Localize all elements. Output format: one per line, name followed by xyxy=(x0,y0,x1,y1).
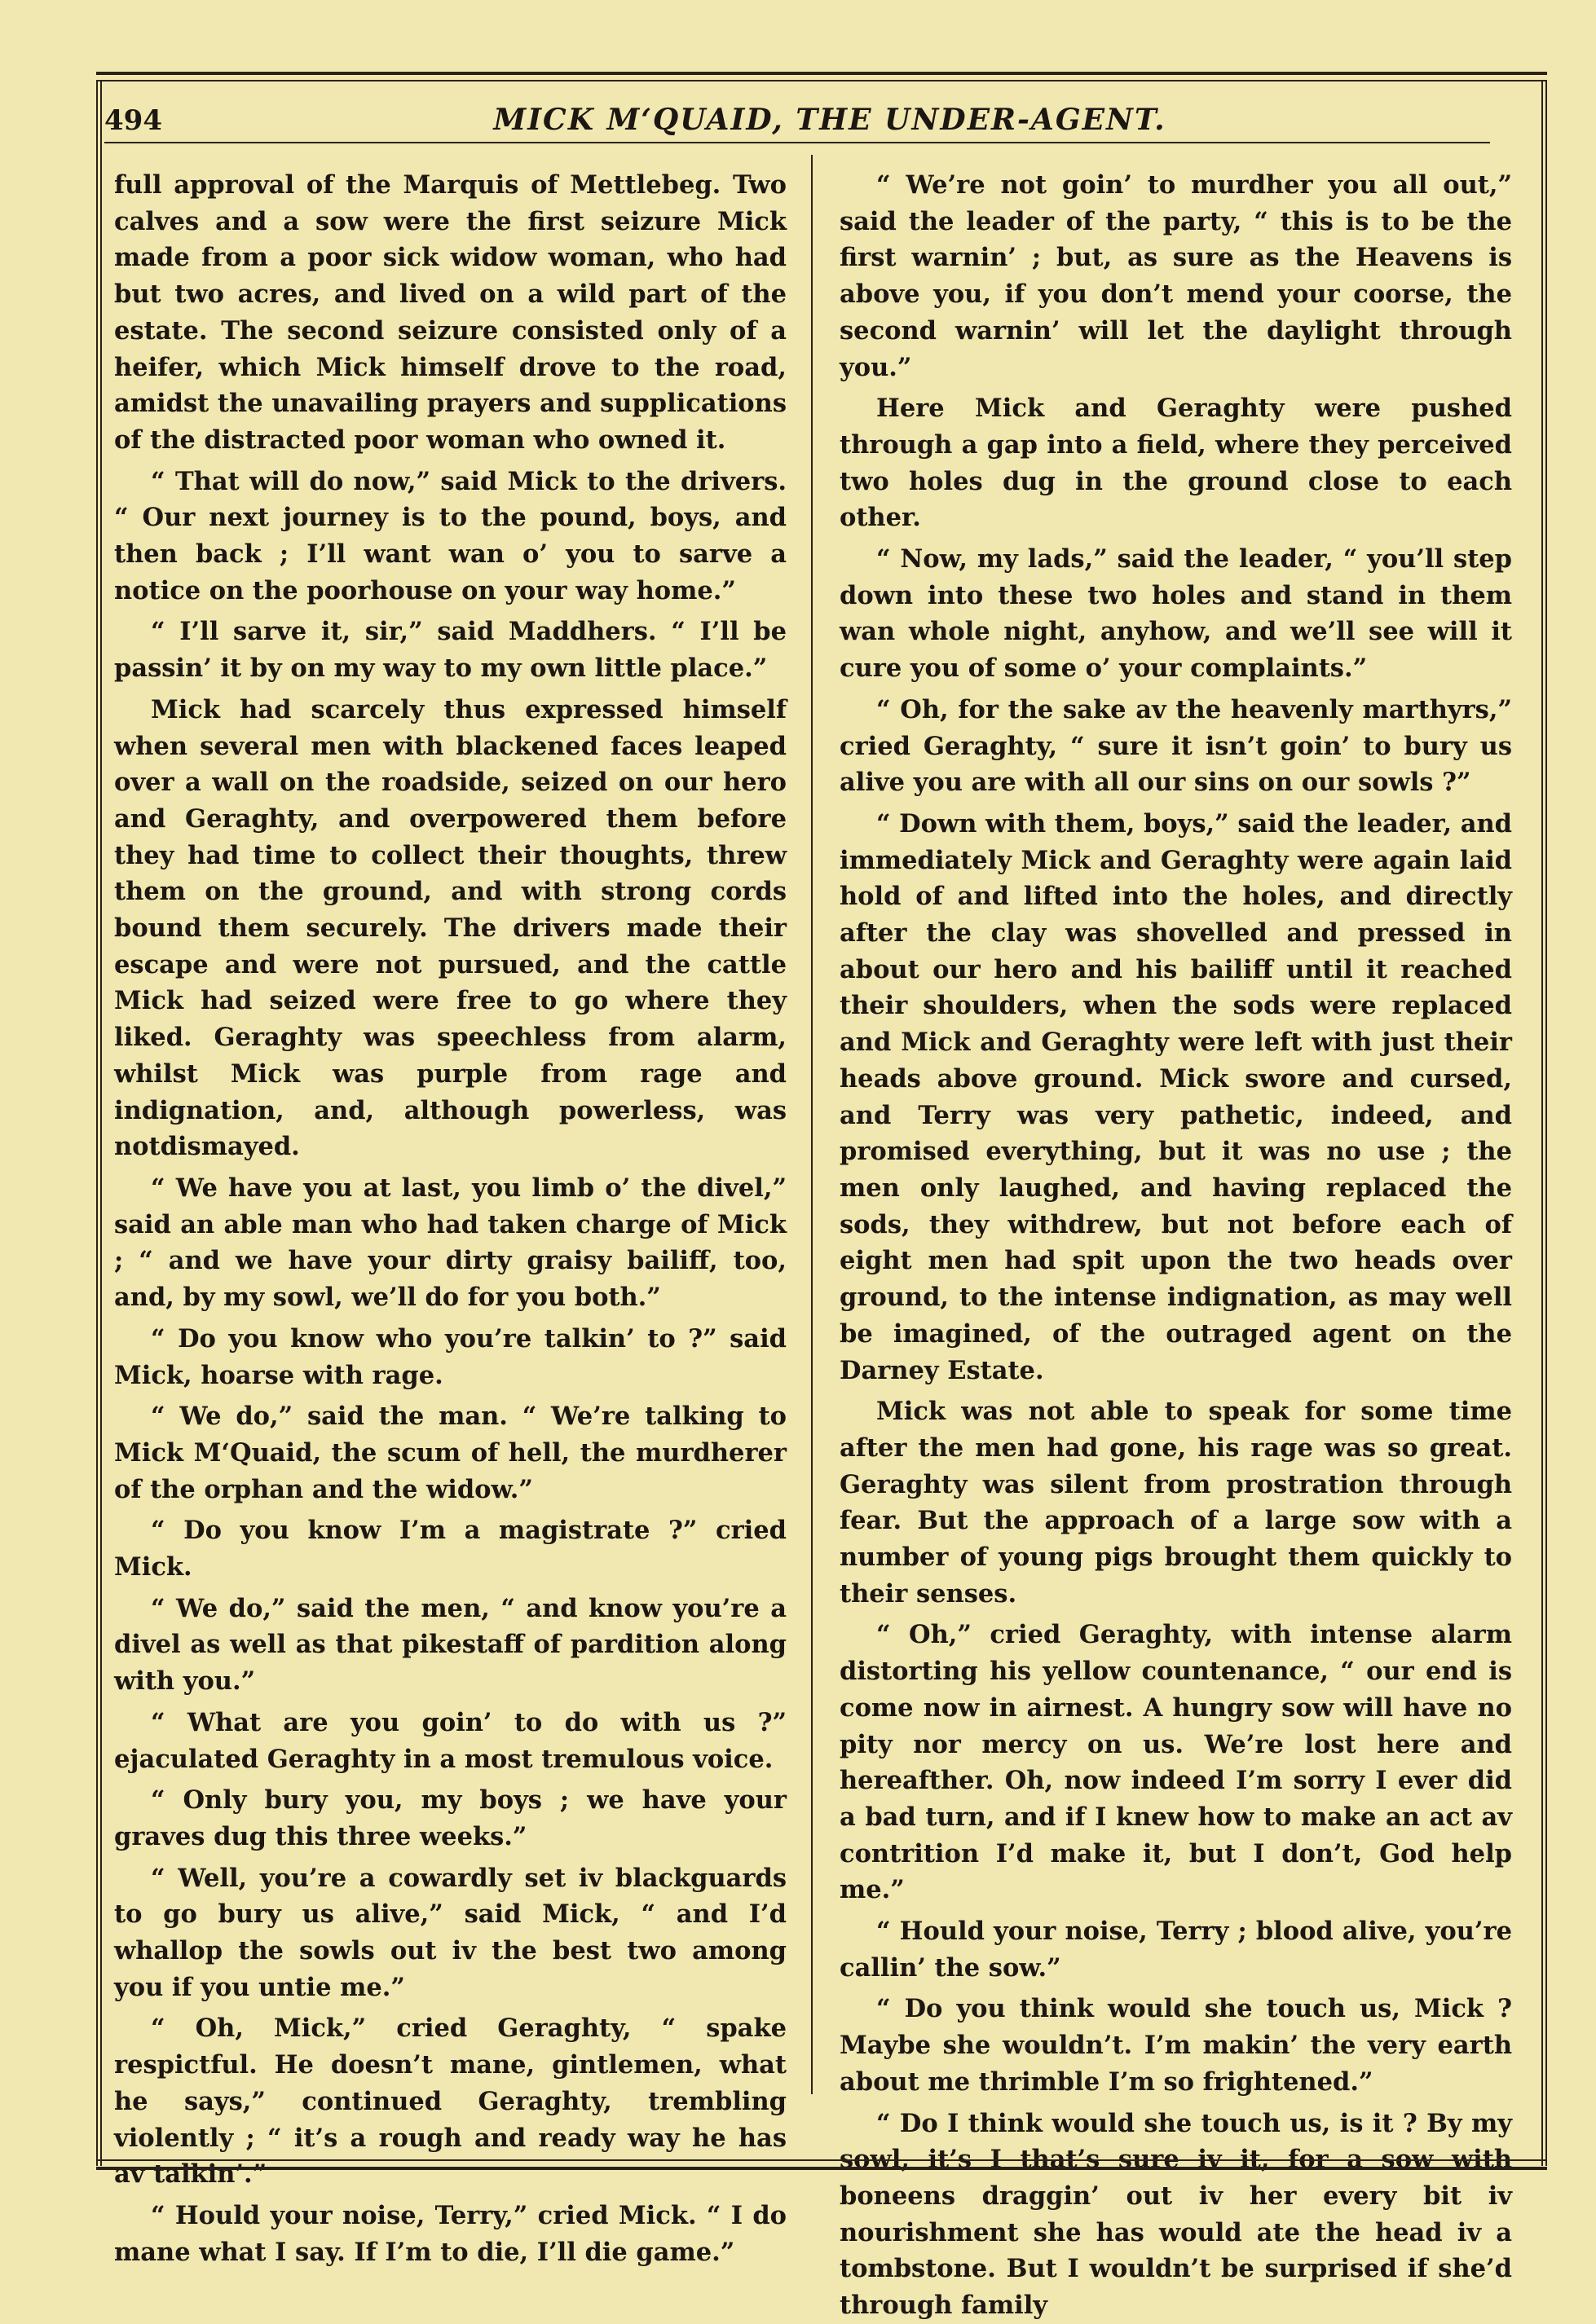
paragraph: “ Do you think would she touch us, Mick ? Maybe she wouldn’t. I’m makin’ the very earth about me thrimble I’m so frightened.” xyxy=(840,1994,1512,2097)
right-column xyxy=(840,167,1512,2321)
bottom-rule xyxy=(96,2159,1547,2170)
paragraph: “ Only bury you, my boys ; we have your graves dug this three weeks.” xyxy=(114,1785,787,1851)
paragraph: “ Oh,” cried Geraghty, with intense alarm distorting his yellow countenance, “ our end is come now in airnest. A hungry sow will have no pity nor mercy on us. We’re lost here and hereafther. Oh, now indeed I’m sorry I ever did a bad turn, and if I knew how to make an act av contrition I’d make it, but I don’t, God help me.” xyxy=(840,1620,1512,1905)
paragraph: “ We do,” said the men, “ and know you’re a divel as well as that pikestaff of pardition along with you.” xyxy=(114,1593,787,1697)
paragraph: “ Hould your noise, Terry,” cried Mick. “ I do mane what I say. If I’m to die, I’ll die game.” xyxy=(114,2200,787,2267)
paragraph: “ Do I think would she touch us, is it ? By my sowl, it’s I that’s sure iv it, for a sow with boneens draggin’ out iv her every bit iv nourishment she has would ate the head iv a tombstone. But I wouldn’t be surprised if she’d through family xyxy=(840,2108,1512,2321)
paragraph: “ I’ll sarve it, sir,” said Maddhers. “ I’ll be passin’ it by on my way to my own little place.” xyxy=(114,617,787,684)
paragraph: “ We have you at last, you limb o’ the divel,” said an able man who had taken charge of Mick ; “ and we have your dirty graisy bailiff, too, and, by my sowl, we’ll do for you both.” xyxy=(114,1173,787,1313)
paragraph: “ Oh, Mick,” cried Geraghty, “ spake respictful. He doesn’t mane, gintlemen, what he says,” continued Geraghty, trembling violently ; “ it’s a rough and ready way he has av talkin’.” xyxy=(114,2014,787,2190)
running-title: MICK M‘QUAID, THE UNDER-AGENT. xyxy=(493,103,1166,137)
column-divider xyxy=(811,155,813,2094)
page-header xyxy=(104,99,1490,143)
paragraph: “ Hould your noise, Terry ; blood alive, you’re callin’ the sow.” xyxy=(840,1917,1512,1983)
paragraph: “ We do,” said the man. “ We’re talking to Mick M‘Quaid, the scum of hell, the murdherer of the orphan and the widow.” xyxy=(114,1402,787,1504)
paragraph: Mick had scarcely thus expressed himself when several men with blackened faces leaped over a wall on the roadside, seized on our hero and Geraghty, and overpowered them before they had time to collect their thoughts, threw them on the ground, and with strong cords bound them securely. The drivers made their escape and were not pursued, and the cattle Mick had seized were free to go where they liked. Geraghty was speechless from alarm, whilst Mick was purple from rage and indignation, and, although powerless, was notdismayed. xyxy=(114,694,787,1162)
left-column xyxy=(114,167,787,2267)
paragraph: “ Do you know I’m a magistrate ?” cried Mick. xyxy=(114,1516,787,1582)
paragraph: “ What are you goin’ to do with us ?” ejaculated Geraghty in a most tremulous voice. xyxy=(114,1707,787,1774)
paragraph: Mick was not able to speak for some time after the men had gone, his rage was so great. Geraghty was silent from prostration through fear. But the approach of a large sow with a number of young pigs brought them quickly to their senses. xyxy=(840,1397,1512,1609)
paragraph: “ Oh, for the sake av the heavenly marthyrs,” cried Geraghty, “ sure it isn’t goin’ to bury us alive you are with all our sins on our sowls ?” xyxy=(840,694,1512,798)
paragraph: “ Now, my lads,” said the leader, “ you’ll step down into these two holes and stand in them wan whole night, anyhow, and we’ll see will it cure you of some o’ your complaints.” xyxy=(840,544,1512,684)
page-number: 494 xyxy=(104,104,162,137)
paragraph: “ Well, you’re a cowardly set iv blackguards to go bury us alive,” said Mick, “ and I’d whallop the sowls out iv the best two among you if you untie me.” xyxy=(114,1863,787,2002)
paragraph: Here Mick and Geraghty were pushed through a gap into a field, where they perceived two holes dug in the ground close to each other. xyxy=(840,394,1512,533)
paragraph: “ Down with them, boys,” said the leader, and immediately Mick and Geraghty were again laid hold of and lifted into the holes, and directly after the clay was shovelled and pressed in about our hero and his bailiff until it reached their shoulders, when the sods were replaced and Mick and Geraghty were left with just their heads above ground. Mick swore and cursed, and Terry was very pathetic, indeed, and promised everything, but it was no use ; the men only laughed, and having replaced the sods, they withdrew, but not before each of eight men had spit upon the two heads over ground, to the intense indignation, as may well be imagined, of the outraged agent on the Darney Estate. xyxy=(840,808,1512,1385)
paragraph: “ We’re not goin’ to murdher you all out,” said the leader of the party, “ this is to be the first warnin’ ; but, as sure as the Heavens is above you, if you don’t mend your coorse, the second warnin’ will let the daylight through you.” xyxy=(840,170,1512,382)
paragraph: full approval of the Marquis of Mettlebeg. Two calves and a sow were the first seizure Mick made from a poor sick widow woman, who had but two acres, and lived on a wild part of the estate. The second seizure consisted only of a heifer, which Mick himself drove to the road, amidst the unavailing prayers and supplications of the distracted poor woman who owned it. xyxy=(114,170,787,455)
paragraph: “ That will do now,” said Mick to the drivers. “ Our next journey is to the pound, boys, and then back ; I’ll want wan o’ you to sarve a notice on the poorhouse on your way home.” xyxy=(114,466,787,605)
paragraph: “ Do you know who you’re talkin’ to ?” said Mick, hoarse with rage. xyxy=(114,1323,787,1390)
